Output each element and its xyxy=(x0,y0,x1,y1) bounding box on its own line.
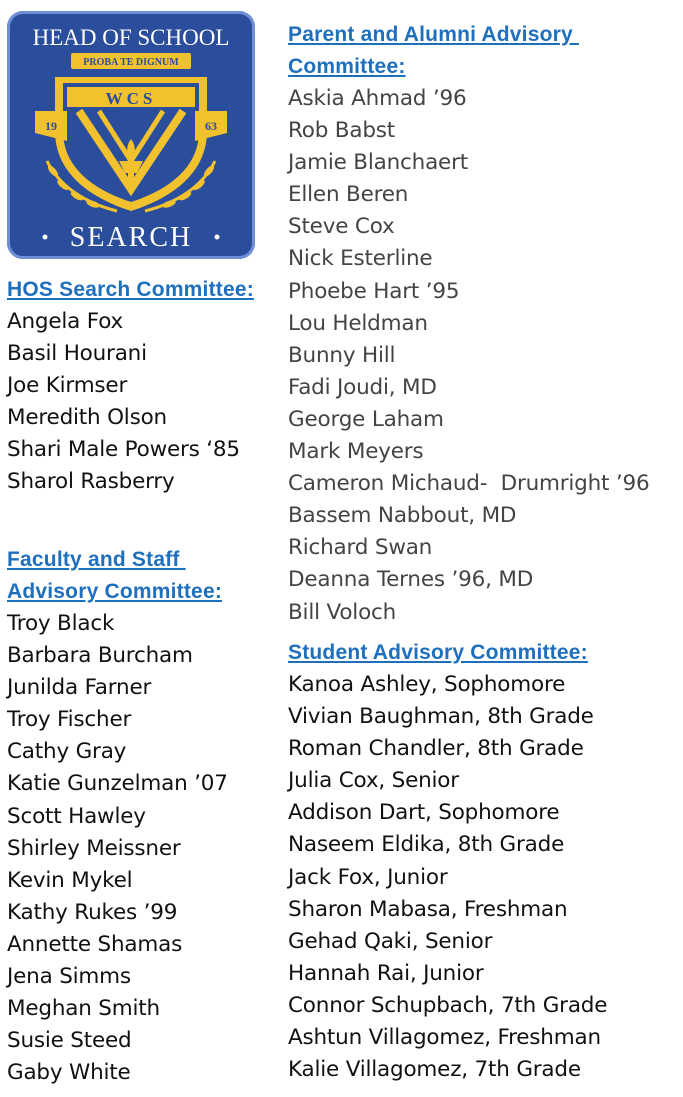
school-crest-icon xyxy=(7,11,255,259)
member-name: Lou Heldman xyxy=(288,310,428,336)
faculty-committee-heading-line2: Advisory Committee: xyxy=(7,580,223,603)
member-name: Jamie Blanchaert xyxy=(288,150,468,176)
member-name: Gaby White xyxy=(7,1060,131,1086)
member-name: Deanna Ternes ’96, MD xyxy=(288,567,534,593)
member-name: Addison Dart, Sophomore xyxy=(288,800,560,826)
member-name: Ellen Beren xyxy=(288,182,409,208)
member-name: Kalie Villagomez, 7th Grade xyxy=(288,1057,581,1083)
member-name: Nick Esterline xyxy=(288,246,433,272)
student-advisory-committee xyxy=(288,637,607,1086)
member-name: Ashtun Villagomez, Freshman xyxy=(288,1025,601,1051)
member-name: Jack Fox, Junior xyxy=(288,864,448,890)
head-of-school-search-logo xyxy=(7,11,255,259)
member-name: Sharon Mabasa, Freshman xyxy=(288,896,568,922)
member-name: Gehad Qaki, Senior xyxy=(288,928,493,954)
member-name: Naseem Eldika, 8th Grade xyxy=(288,832,565,858)
member-name: Cathy Gray xyxy=(7,739,127,765)
member-name: Steve Cox xyxy=(288,214,395,240)
member-name: Vivian Baughman, 8th Grade xyxy=(288,704,594,730)
logo-year-right: 63 xyxy=(205,119,217,133)
member-name: George Laham xyxy=(288,406,444,432)
member-name: Troy Black xyxy=(7,611,115,636)
logo-top-text: HEAD OF SCHOOL xyxy=(32,25,230,50)
member-name: Troy Fischer xyxy=(7,707,132,733)
member-name: Askia Ahmad ’96 xyxy=(288,86,467,111)
logo-motto: PROBA TE DIGNUM xyxy=(83,57,179,68)
faculty-committee-list xyxy=(7,608,228,1089)
member-name: Julia Cox, Senior xyxy=(288,768,459,794)
member-name: Shari Male Powers ‘85 xyxy=(7,437,240,463)
member-name: Scott Hawley xyxy=(7,803,146,829)
member-name: Bill Voloch xyxy=(288,599,397,625)
member-name: Kathy Rukes ’99 xyxy=(7,899,178,925)
student-committee-heading: Student Advisory Committee: xyxy=(288,641,588,664)
member-name: Basil Hourani xyxy=(7,341,147,367)
parent-committee-heading-line1: Parent and Alumni Advisory xyxy=(288,23,579,46)
faculty-staff-committee xyxy=(7,544,228,1089)
logo-initials: WCS xyxy=(105,89,157,108)
parent-committee-heading-line2: Committee: xyxy=(288,55,406,78)
member-name: Junilda Farner xyxy=(7,675,152,701)
member-name: Hannah Rai, Junior xyxy=(288,960,484,986)
member-name: Katie Gunzelman ’07 xyxy=(7,771,228,797)
member-name: Barbara Burcham xyxy=(7,643,193,669)
member-name: Jena Simms xyxy=(7,964,131,990)
faculty-committee-heading-line1: Faculty and Staff xyxy=(7,548,186,571)
hos-search-committee xyxy=(7,274,254,499)
student-committee-list xyxy=(288,669,607,1086)
parent-alumni-committee xyxy=(288,19,650,629)
member-name: Bassem Nabbout, MD xyxy=(288,503,517,529)
member-name: Annette Shamas xyxy=(7,931,183,957)
member-name: Kevin Mykel xyxy=(7,867,133,893)
logo-bottom-text: SEARCH xyxy=(69,222,193,253)
member-name: Kanoa Ashley, Sophomore xyxy=(288,672,566,697)
hos-committee-list xyxy=(7,306,254,499)
member-name: Bunny Hill xyxy=(288,342,396,368)
member-name: Rob Babst xyxy=(288,118,396,144)
member-name: Mark Meyers xyxy=(288,439,424,465)
member-name: Angela Fox xyxy=(7,309,124,334)
member-name: Fadi Joudi, MD xyxy=(288,374,437,400)
parent-committee-list xyxy=(288,83,650,629)
logo-year-left: 19 xyxy=(45,119,57,133)
member-name: Connor Schupbach, 7th Grade xyxy=(288,992,608,1018)
member-name: Richard Swan xyxy=(288,535,433,561)
member-name: Roman Chandler, 8th Grade xyxy=(288,736,584,762)
member-name: Shirley Meissner xyxy=(7,835,181,861)
member-name: Cameron Michaud- Drumright ’96 xyxy=(288,471,650,497)
hos-committee-heading: HOS Search Committee: xyxy=(7,278,254,301)
member-name: Meghan Smith xyxy=(7,996,160,1022)
member-name: Sharol Rasberry xyxy=(7,469,175,495)
member-name: Susie Steed xyxy=(7,1028,132,1054)
member-name: Joe Kirmser xyxy=(7,373,128,399)
member-name: Phoebe Hart ’95 xyxy=(288,278,460,304)
member-name: Meredith Olson xyxy=(7,405,167,431)
